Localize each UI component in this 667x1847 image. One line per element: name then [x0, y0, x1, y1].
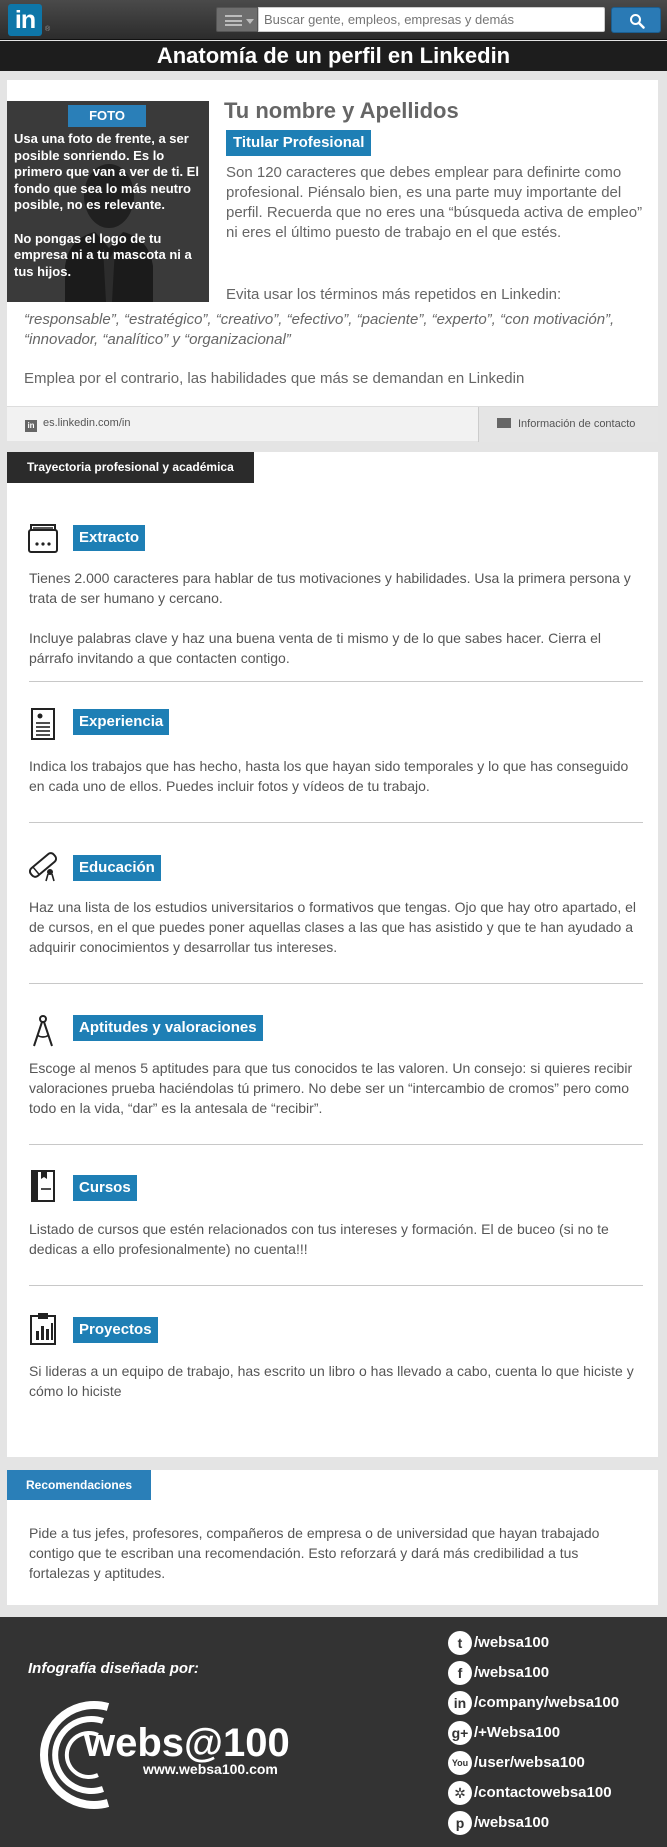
divider [29, 1285, 643, 1286]
contact-info-label: Información de contacto [518, 418, 636, 430]
profile-footer-bar [7, 406, 658, 441]
contact-card-icon [497, 418, 511, 428]
social-link-twitter[interactable] [448, 1631, 658, 1657]
photo-tip-text: Usa una foto de frente, a ser posible sonriendo. Es lo primero que van a ver de ti. El fondo que sea lo más neutro posible, no es relevante. No pongas el logo de tu empresa ni a tu mascota ni a tus hijos. [14, 131, 199, 279]
social-link-google-plus[interactable] [448, 1721, 658, 1747]
trajectory-tab: Trayectoria profesional y académica [7, 452, 254, 483]
twitter-icon: t [448, 1631, 472, 1655]
social-handle: /websa100 [474, 1634, 550, 1651]
google-plus-icon: g+ [448, 1721, 472, 1745]
skills-advice: Emplea por el contrario, las habilidades que más se demandan en Linkedin [24, 370, 525, 387]
avoid-terms-list: “responsable”, “estratégico”, “creativo”, “efectivo”, “paciente”, “experto”, “con motivación”, “innovador, “analítico” y “organizacional” [24, 311, 615, 348]
headline-description: Son 120 caracteres que debes emplear para definirte como profesional. Piénsalo bien, es una parte muy importante del perfil. Recuerda que no eres una “búsqueda activa de empleo” ni eres el último puesto de trabajo en el que estés. [226, 164, 643, 241]
public-profile-link[interactable] [25, 417, 130, 432]
trajectory-section [7, 452, 658, 1457]
section-text: Listado de cursos que estén relacionados con tus intereses y formación. El de buceo (si no te dedicas a ello profesionalmente) no cuenta!!! [29, 1221, 609, 1257]
divider [29, 681, 643, 682]
youtube-icon: You [448, 1751, 472, 1775]
page-title: Anatomía de un perfil en Linkedin [156, 43, 511, 68]
search-button[interactable] [611, 7, 661, 33]
profile-name: Tu nombre y Apellidos [224, 98, 459, 123]
profile-url: es.linkedin.com/in [43, 417, 131, 429]
divider [29, 983, 643, 984]
linkedin-icon: in [25, 420, 37, 432]
menu-icon [225, 15, 242, 26]
social-link-pinterest[interactable] [448, 1811, 658, 1837]
social-link-foursquare[interactable] [448, 1781, 658, 1807]
credits-footer [0, 1617, 667, 1847]
social-handle: /user/websa100 [474, 1754, 585, 1771]
search-icon [629, 13, 645, 29]
profile-card [7, 80, 658, 441]
contact-info-button[interactable] [478, 407, 658, 442]
diploma-icon [26, 848, 60, 882]
book-icon [26, 1169, 60, 1203]
linkedin-logo-icon[interactable]: in [8, 4, 42, 36]
section-label: Cursos [73, 1175, 137, 1201]
section-label: Extracto [73, 525, 145, 551]
recommendations-text: Pide a tus jefes, profesores, compañeros de empresa o de universidad que hayan trabajado contigo que te escriban una recomendación. Esto reforzará y dará más credibilidad a tus fortalezas y aptitudes. [29, 1525, 600, 1581]
compass-icon [26, 1014, 60, 1048]
section-label: Educación [73, 855, 161, 881]
social-handle: /company/websa100 [474, 1694, 620, 1711]
search-input[interactable] [258, 7, 605, 32]
social-link-facebook[interactable] [448, 1661, 658, 1687]
top-navigation-bar [0, 0, 667, 40]
section-text: Escoge al menos 5 aptitudes para que tus conocidos te las valoren. Un consejo: si quieres recibir valoraciones prueba haciéndolas tú primero. No debe ser un “intercambio de cromos” pero como todo en la vida, “dar” es la antesala de “recibir”. [29, 1060, 633, 1116]
foursquare-icon: ✲ [448, 1781, 472, 1805]
brand-name: webs@100 [84, 1721, 290, 1765]
profile-photo [7, 101, 209, 302]
folder-icon [26, 521, 60, 555]
search-category-dropdown[interactable] [216, 7, 258, 32]
social-handle: /+Websa100 [474, 1724, 561, 1741]
recommendations-section [7, 1470, 658, 1605]
chevron-down-icon [246, 19, 254, 24]
recommendations-tab: Recomendaciones [7, 1470, 151, 1500]
section-text: Si lideras a un equipo de trabajo, has escrito un libro o has llevado a cabo, cuenta lo que hiciste y cómo lo hiciste [29, 1363, 634, 1399]
section-label: Aptitudes y valoraciones [73, 1015, 263, 1041]
section-text: Indica los trabajos que has hecho, hasta los que hayan sido temporales y lo que has conseguido en cada uno de ellos. Puedes incluir fotos y vídeos de tu trabajo. [29, 758, 629, 794]
brand-url[interactable]: www.websa100.com [143, 1761, 278, 1777]
title-band [0, 41, 667, 71]
social-handle: /contactowebsa100 [474, 1784, 612, 1801]
photo-tag: FOTO [68, 105, 146, 127]
social-handle: /websa100 [474, 1664, 550, 1681]
clipboard-chart-icon [26, 1311, 60, 1345]
social-handle: /websa100 [474, 1814, 550, 1831]
avoid-terms-intro: Evita usar los términos más repetidos en Linkedin: [226, 286, 562, 303]
registered-mark: ® [45, 26, 51, 33]
divider [29, 822, 643, 823]
pinterest-icon: p [448, 1811, 472, 1835]
divider [29, 1144, 643, 1145]
document-icon [26, 707, 60, 741]
facebook-icon: f [448, 1661, 472, 1685]
social-link-linkedin[interactable] [448, 1691, 658, 1717]
section-label: Proyectos [73, 1317, 158, 1343]
section-text: Haz una lista de los estudios universitarios o formativos que tengas. Ojo que hay otro apartado, el de cursos, en el que puedes poner aquellas clases a las que has asistido y que te han ayudado a adquirir conocimientos y desarrollar tus intereses. [29, 899, 637, 955]
section-text: Tienes 2.000 caracteres para hablar de tus motivaciones y habilidades. Usa la primera persona y trata de ser humano y cercano. Incluye palabras clave y haz una buena venta de ti mismo y de lo que sabes hacer. Cierra el párrafo invitando a que contacten contigo. [29, 570, 631, 666]
section-label: Experiencia [73, 709, 169, 735]
social-link-youtube[interactable] [448, 1751, 658, 1777]
designed-by-label: Infografía diseñada por: [28, 1660, 199, 1677]
linkedin-icon: in [448, 1691, 472, 1715]
headline-tag: Titular Profesional [226, 130, 371, 156]
